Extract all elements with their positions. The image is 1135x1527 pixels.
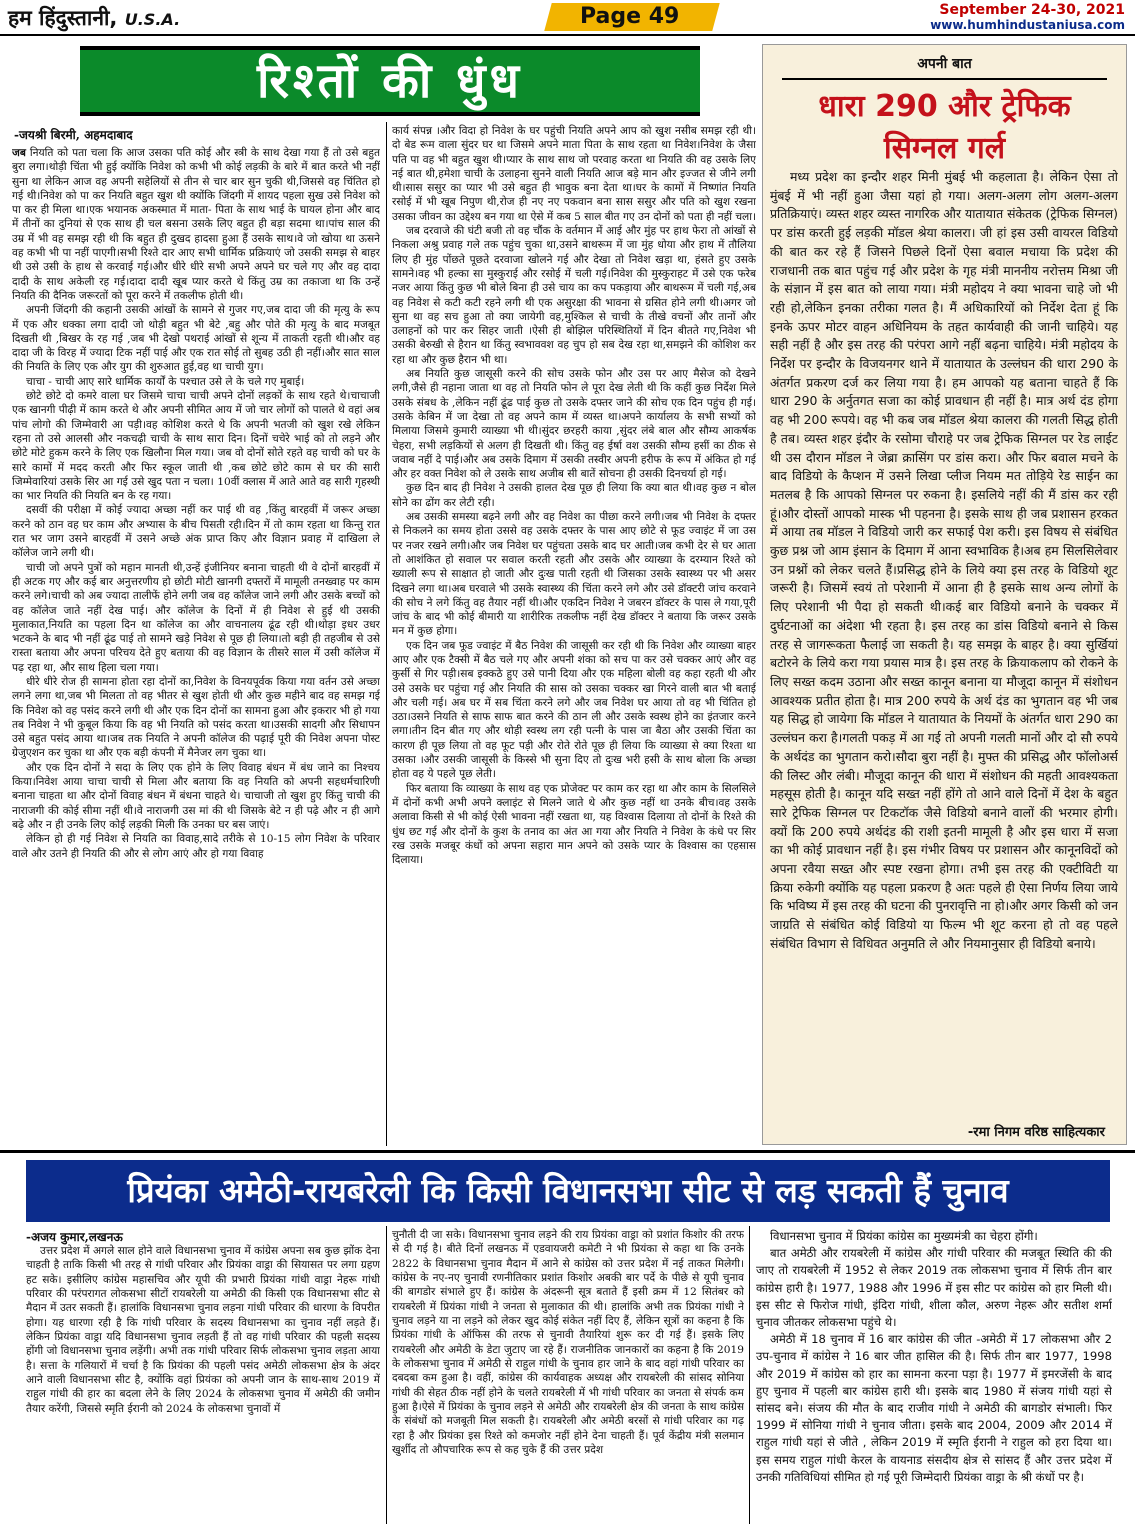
masthead (8, 4, 180, 32)
story1-column-1 (12, 146, 380, 1146)
masthead-title: हम हिंदुस्तानी, (8, 6, 118, 30)
story1-paragraph: अब उसकी समस्या बढ़ने लगी और वह निवेश का पीछा करने लगी।जब भी निवेश के दफ्तर से निकलने का समय होता उससे वह उसके दफ्तर के पास आए छोटे से फूड ज्वाइंट में जा उस पर नजर रखने लगी।और जब निवेश घर पहुंचता उसके बाद घर आती।जब कभी देर से घर आता तो आशंकित हो सवाल पर सवाल करती रहती और उसके और व्याख्या के दरम्यान रिश्ते को ख्याली रूप से साक्षात हो जाती और दुःख पाती रहती थी जिसका उसके स्वास्थ्य पर भी असर दिखने लगा था।अब घरवाले भी उसके स्वास्थ्य की चिंता करने लगे और उसे डॉक्टरी जांच करवाने की सोच ने लगे किंतु वह तैयार नहीं थी।और एकदिन निवेश ने जबरन डॉक्टर के पास ले गया,पूरी जांच के बाद भी कोई बीमारी या शारीरिक तकलीफ नहीं देख डॉक्टर ने बताया कि जरूर उसके मन में कुछ होगा। (392, 511, 756, 638)
story1-byline: -जयश्री बिरमी, अहमदाबाद (14, 128, 133, 142)
story1-title: रिश्तों की धुंध (256, 53, 523, 109)
story2-title: प्रियंका अमेठी-रायबरेली कि किसी विधानसभा सीट से लड़ सकती हैं चुनाव (127, 1171, 1009, 1210)
column-divider (386, 122, 387, 1146)
story1-paragraph: दसवीं की परीक्षा में कोई ज्यादा अच्छा नहीं कर पाई थी वह ,किंतु बारहवीं में जरूर अच्छा करने को ठान वह घर काम और अभ्यास के बीच पिसती रही।दिन में तो काम रहता था किन्तु रात रात भर जाग उसने बारहवीं में उसने अच्छे अंक प्राप्त किए और विज्ञान प्रवाह में दाखिला ले कॉलेज जाने लगी थी। (12, 504, 380, 560)
story1-paragraph: जब नियति को पता चला कि आज उसका पति कोई और स्त्री के साथ देखा गया हैं तो उसे बहुत बुरा लगा।थोड़ी चिंता भी हुई क्योंकि निवेश को कभी भी कोई लड़की के बारे में बात करते भी नहीं सुना था लेकिन आज वह अपनी सहेलियों से तीन से चार बार सुन चुकी थी,जिससे वह चिंतित हो गई थी।निवेश को पा कर नियति बहुत खुश थी क्योंकि जिंदगी में शायद पहला सुख उसे निवेश को पा कर ही मिला था।एक भयानक अकस्मात में माता- पिता के साथ भाई के घायल होना और बाद में तीनों का दुनियां से एक साथ ही चल बसना उसके लिए बहुत ही बड़ा सदमा था।पांच साल की उम्र में भी वह समझ रही थी कि बहुत ही दुखद हादसा हुआ हैं उसके साथ।वे जो खोया था ऊसने वह कभी भी पा नहीं पाएगी।सभी रिश्ते दार आए सभी धार्मिक प्रक्रियाएं जो उसकी समझ से बाहर थी उसे उसी के हाथ से करवाई गई।और धीरे धीरे सभी अपने अपने घर चले गए और वह दादा दादी के साथ अकेली रह गई।दादा दादी खूब प्यार करते थे किंतु उम्र का तकाजा था कि उन्हें नियति की दैनिक जरूरतों को पूरा करने में तकलीफ होती थी। (12, 147, 380, 302)
story2-column-3 (756, 1228, 1112, 1524)
story1-paragraph: चाची जो अपने पुत्रों को महान मानती थी,उन्हें इंजीनियर बनाना चाहती थी वे दोनों बारहवीं में ही अटक गए और कई बार अनुत्तरणीय हो छोटी मोटी खानगी दफ्तरों में मामूली तनख्वाह पर काम करने लगे।चाची को अब ज्यादा तालीफें होने लगी जब वह कॉलेज जाने लगी और उसके बच्चों को वह कॉलेज जाते नहीं देख पाई। और कॉलेज के दिनों में ही निवेश से हुई थी उसकी मुलाकात,नियति का पहला दिन था कॉलेज का और वाचनालय ढूंढ रही थी।थोड़ा इधर उधर भटकने के बाद भी नहीं ढूंढ पाई तो सामने खड़े निवेश से पूछ ही लिया।तो बड़ी ही तहजीब से उसे रास्ता बताया और अपना परिचय देते हुए बताया की वह विज्ञान के तीसरे साल में उसी कॉलेज में पढ़ रहा था, और साथ हिला चला गया। (12, 561, 380, 674)
story2-column-2 (392, 1228, 744, 1524)
sidebar-kicker: अपनी बात (917, 56, 972, 72)
story1-paragraph: छोटे छोटे दो कमरे वाला घर जिसमे चाचा चाची अपने दोनों लड़कों के साथ रहते थे।चाचाजी एक खानगी पीढ़ी में काम करते थे और अपनी सीमित आय में जो चार लोगों को पालते थे वहां अब पांच लोगो की जिम्मेवारी आ पड़ी।वह कोशिश करते थे कि अपनी भतजी को खुश रखे लेकिन रहना तो उसे आलसी और नकचढ़ी चाची के साथ सारा दिन। दिनों चचेरे भाई को तो लड़ने और छोटे मोटे हुकम करने के लिए एक खिलौना मिल गया। जब वो दोनों सोते रहते वह चाची को घर के सारे कामों में मदद करती और फिर स्कूल जाती थी ,कब छोटे छोटे काम से घर की सारी जिम्मेवारियां उसके सिर आ गई उसे खुद पता न चला। 10वीं क्लास में आते आते वह सारी गृहस्थी का भार नियति की नियति बन के रह गया। (12, 390, 380, 503)
story1-paragraph: धीरे धीरे रोज ही सामना होता रहा दोनों का,निवेश के विनयपूर्वक किया गया वर्तन उसे अच्छा लगने लगा था,जब भी मिलता तो वह भीतर से खुश होती थी और कुछ महीने बाद वह समझ गई कि निवेश को वह पसंद करने लगी थी और एक दिन दोनों का सामना हुआ और इकरार भी हो गया तब निवेश ने भी कुबूल किया कि वह भी नियति को पसंद करता था।उसकी सादगी और सिधापन उसे बहुत पसंद आया था।जब तक नियति ने अपनी कॉलेज की पढ़ाई पूरी की निवेश अपना पोस्ट ग्रेजुएशन कर चुका था और एक बड़ी कंपनी में मैनेजर लग चुका था। (12, 675, 380, 760)
page-number: Page 49 (580, 4, 680, 29)
story2-paragraph: अमेठी में 18 चुनाव में 16 बार कांग्रेस की जीत -अमेठी में 17 लोकसभा और 2 उप-चुनाव में कांग्रेस ने 16 बार जीत हासिल की है। सिर्फ तीन बार 1977, 1998 और 2019 में कांग्रेस को हार का सामना करना पड़ा है। 1977 में इमरजेंसी के बाद हुए चुनाव में पहली बार कांग्रेस हारी थी। इसके बाद 1980 में संजय गांधी यहां से सांसद बने। संजय की मौत के बाद राजीव गांधी ने अमेठी की बागडोर संभाली। फिर 1999 में सोनिया गांधी ने चुनाव जीता। इसके बाद 2004, 2009 और 2014 में राहुल गांधी यहां से जीते , लेकिन 2019 में स्मृति ईरानी ने राहुल को हरा दिया था। इस समय राहुल गांधी केरल के वायनाड संसदीय क्षेत्र से सांसद हैं और उत्तर प्रदेश में उनकी गतिविधियां सीमित हो गई पूरी जिम्मेदारी प्रियंका वाड्रा के श्री कंधों पर है। (756, 1332, 1112, 1484)
story1-paragraph: कुछ दिन बाद ही निवेश ने उसकी हालत देख पूछ ही लिया कि क्या बात थी।वह कुछ न बोल सोने का ढोंग कर लेटी रही। (392, 482, 756, 509)
website-url: www.humhindustaniusa.com (930, 18, 1125, 32)
sidebar-kicker-rule (782, 78, 1107, 80)
column-divider (386, 1226, 387, 1524)
story2-title-banner (26, 1160, 1110, 1222)
story2-paragraph: उत्तर प्रदेश में अगले साल होने वाले विधानसभा चुनाव में कांग्रेस अपना सब कुछ झोंक देना चाहती है ताकि किसी भी तरह से गांधी परिवार और प्रियंका वाड्रा की सियासत पर लगा ग्रहण हट सके। इसीलिए कांग्रेस महासचिव और यूपी की प्रभारी प्रियंका गांधी वाड्रा नेहरू गांधी परिवार की परंपरागत लोकसभा सीटों रायबरेली या अमेठी की किसी एक विधानसभा सीट से मैदान में उतर सकती हैं। हालांकि विधानसभा चुनाव लड़ना गांधी परिवार की धारणा के विपरीत होगा। यह धारणा रही है कि गांधी परिवार के सदस्य विधानसभा का चुनाव नहीं लड़ते हैं। लेकिन प्रियंका वाड्रा यदि विधानसभा चुनाव लड़ती हैं तो वह गांधी परिवार की पहली सदस्य होंगी जो विधानसभा चुनाव लड़ेंगी। अभी तक गांधी परिवार सिर्फ लोकसभा चुनाव लड़ता आया है। सत्ता के गलियारों में चर्चा है कि प्रियंका की पहली पसंद अमेठी लोकसभा क्षेत्र के अंदर आने वाली विधानसभा सीट है, क्योंकि वहां प्रियंका को अपनी जान के साथ-साथ 2019 में राहुल गांधी की हार का बदला लेने के लिए 2024 के लोकसभा चुनाव में अमेठी की जमीन तैयार करेंगी, जिससे स्मृति ईरानी को 2024 के लोकसभा चुनावों में (26, 1245, 380, 1415)
story2-paragraph: विधानसभा चुनाव में प्रियंका कांग्रेस का मुख्यमंत्री का चेहरा होंगी। (770, 1229, 1038, 1243)
story1-column-2 (392, 124, 756, 1146)
story1-paragraph: अपनी जिंदगी की कहानी उसकी आंखों के सामने से गुजर गए,जब दादा जी की मृत्यु के रूप में एक और धक्का लगा दादी जो थोड़ी बहुत भी बेटे ,बहु और पोते की मृत्यु के बाद मजबूत दिखती थी ,बिखर के रह गई ,जब भी देखो पथराई आंखों से शून्य में ताकती रहती थी।और वह दादा जी के विरह में ज्यादा टिक नहीं पाई और एक रात सोई तो सुबह उठी ही नहीं।और सात साल की नियति के लिए एक और युग की शुरुआत हुई,वह था चाची युग। (12, 304, 380, 374)
story1-paragraph: फिर बताया कि व्याख्या के साथ वह एक प्रोजेक्ट पर काम कर रहा था और काम के सिलसिले में दोनों कभी अभी अपने क्लाइंट से मिलने जाते थे और कुछ नहीं था उनके बीच।वह उसके अलावा किसी से भी कोई ऐसी भावना नहीं रखता था, यह विश्वास दिलाया तो दोनों के रिश्ते की धुंध छट गई और दोनों के कुश के तनाव का अंत आ गया और नियति ने निवेश के कंधे पर सिर रख उसके मजबूर कंधों को अपना सहारा मान अपने को उसके प्यार के विश्वास का एहसास दिलाया। (392, 782, 756, 867)
story2-byline: -अजय कुमार,लखनऊ (26, 1230, 123, 1244)
story2-column-1 (26, 1244, 380, 1524)
masthead-suffix: U.S.A. (124, 10, 181, 29)
story1-paragraph: अब नियति कुछ जासूसी करने की सोच उसके फोन और उस पर आए मैसेज को देखने लगी,जैसे ही नहाना जाता था वह तो नियति फोन ले पूरा देख लेती थी कि कहीं कुछ निर्देश मिले उसके संबध के ,लेकिन नहीं ढूंढ पाई कुछ तो उसके दफ्तर जाने की सोच एक दिन पहुंच ही गई।उसके केबिन में जा देखा तो वह अपने काम में व्यस्त था।अपने कार्यालय के सभी सभ्यों को मिलाया जिसमे कुमारी व्याख्या भी थी।सुंदर छरहरी काया ,सुंदर लंबे बाल और सौम्य आकर्षक चेहरा, सभी लड़कियों से अलग ही दिखती थी। किंतु वह ईर्षा वश उसकी सौम्य हसीं का ठीक से जवाब नहीं दे पाई।और अब उसके दिमाग में उसकी तस्वीर अपनी हरीफ के रूप में अंकित हो गई और हर वक्त निवेश को ले उसके साथ अजीब सी बातें सोचना ही उसकी दिनचर्या हो गई। (392, 368, 756, 481)
sidebar-body (770, 168, 1118, 1118)
story1-paragraph: एक दिन जब फूड ज्वाइंट में बैठ निवेश की जासूसी कर रही थी कि निवेश और व्याख्या बाहर आए और एक टैक्सी में बैठ चले गए और अपनी शंका को सच पा कर उसे चक्कर आएं और वह कुर्सी से गिर पड़ी।सब इक्कठे हुए उसे पानी दिया और एक महिला बोली वह कहा रहती थी और उसे उसके घर पहुंचा गई और नियति की सास को उसका चक्कर खा गिरने वाली बात भी बताई और चली गई। अब घर में सब चिंता करने लगे और जब निवेश घर आया तो वह भी चिंतित हो उठा।उसने नियति से साफ साफ बात करने की ठान ली और उसके स्वस्थ होने का इंतजार करने लगा।तीन दिन बीत गए और थोड़ी स्वस्थ लग रही पत्नी के पास जा बैठा और उसकी चिंता का कारण ही पूछ लिया तो वह फूट पड़ी और रोते रोते पूछ ही लिया कि व्याख्या से क्या रिश्ता था उसका ।और उसकी जासूसी के किस्से भी सुना दिए तो दुःख भरी हसी के साथ बोला कि अच्छा होता वह ये पहले पूछ लेती। (392, 639, 756, 781)
story1-paragraph: और एक दिन दोनों ने सदा के लिए एक होने के लिए विवाह बंधन में बंध जाने का निश्चय किया।निवेश आया चाचा चाची से मिला और बताया कि वह नियति को अपनी सहधर्मचारिणी बनाना चाहता था और दोनों विवाह बंधन में बंधना चाहते थे। चाचाजी तो खुश हुए किंतु चाची की नाराजगी की कोई सीमा नहीं थी।वे नाराजगी उस मां की थी जिसके बेटे न ही पढ़े और न ही आगे बढ़े और न ही उनके लिए कोई लड़की मिली कि उनका घर बस जाएं। (12, 761, 380, 831)
story1-paragraph: जब दरवाजे की घंटी बजी तो वह चौंक के वर्तमान में आई और मुंह पर हाथ फेरा तो आंखों से निकला अश्रु प्रवाह गले तक पहुंच चुका था,उसने बाथरूम में जा मुंह धोया और हाथ में तौलिया लिए ही मुंह पोंछते पूछते दरवाजा खोलने गई और देखा तो निवेश खड़ा था, हंसते हुए उसके सामने।वह भी हल्का सा मुस्कुराई और रसोई में चली गई।निवेश की मुस्कुराहट में उसे एक फरेब नजर आया किंतु कुछ भी बोले बिना ही उसे चाय का कप पकड़ाया और बाथरूम में चली गई,अब वह निवेश से कटी कटी रहने लगी थी एक असुरक्षा की भावना से ग्रसित होने लगी थी।अगर जो सुना था वह सच हुआ तो क्या जायेगी वह,मुश्किल से चाची के तीखे वचनों और तानों और उलाहनों को पार कर सिहर जाती ।ऐसी ही बोझिल परिस्थितियों में दिन बीतते गए,निवेश भी उसकी बेरुखी से हैरान था किंतु स्वभाववश वह चुप हो सब देख रहा था,समझने की कोशिश कर रहा था और कुछ हैरान भी था। (392, 225, 756, 366)
story2-paragraph: बात अमेठी और रायबरेली में कांग्रेस और गांधी परिवार की मजबूत स्थिति की की जाए तो रायबरेली में 1952 से लेकर 2019 तक लोकसभा चुनाव में सिर्फ तीन बार कांग्रेस हारी है। 1977, 1988 और 1996 में इस सीट पर कांग्रेस को हार मिली थी। इस सीट से फिरोज गांधी, इंदिरा गांधी, शीला कौल, अरुण नेहरू और सतीश शर्मा चुनाव जीतकर लोकसभा पहुंचे थे। (756, 1246, 1112, 1330)
story1-paragraph: लेकिन हो ही गई निवेश से नियति का विवाह,सादे तरीके से 10-15 लोग निवेश के परिवार वाले और उतने ही नियति की और से लोग आएं और हो गया विवाह (12, 833, 380, 860)
issue-date: September 24-30, 2021 (939, 2, 1125, 18)
story2-paragraph: चुनौती दी जा सके। विधानसभा चुनाव लड़ने की राय प्रियंका वाड्रा को प्रशांत किशोर की तरफ से दी गई है। बीते दिनों लखनऊ में एडवायजरी कमेटी ने भी प्रियंका से कहा था कि उनके 2822 के विधानसभा चुनाव मैदान में आने से कांग्रेस को उत्तर प्रदेश में नई ताकत मिलेगी। कांग्रेस के नए-नए चुनावी रणनीतिकार प्रशांत किशोर अबकी बार पर्दे के पीछे से यूपी चुनाव की बागडोर संभाले हुए हैं। कांग्रेस के अंदरूनी सूत्र बताते हैं इसी क्रम में 12 सितंबर को रायबरेली में प्रियंका गांधी ने जनता से मुलाकात की थी। हालांकि अभी तक प्रियंका गांधी ने चुनाव लड़ने या ना लड़ने को लेकर खुद कोई संकेत नहीं दिए हैं, लेकिन सूत्रों का कहना है कि प्रियंका गांधी के ऑफिस की तरफ से चुनावी तैयारियां शुरू कर दी गई हैं। इसके लिए रायबरेली और अमेठी के डेटा जुटाए जा रहे हैं। राजनीतिक जानकारों का कहना है कि 2019 के लोकसभा चुनाव में अमेठी से राहुल गांधी के चुनाव हार जाने के बाद वहां गांधी परिवार का दबदबा कम हुआ है। वहीं, कांग्रेस की कार्यवाहक अध्यक्ष और रायबरेली की सांसद सोनिया गांधी की सेहत ठीक नहीं होने के चलते रायबरेली में भी गांधी परिवार का जनता से संपर्क कम हुआ है।ऐसे में प्रियंका के चुनाव लड़ने से अमेठी और रायबरेली क्षेत्र की जनता के साथ कांग्रेस के संबंधों को मजबूती मिल सकती है। रायबरेली और अमेठी बरसों से गांधी परिवार का गढ़ रहा है और प्रियंका इस रिश्ते को कमजोर नहीं होने देना चाहती हैं। पूर्व केंद्रीय मंत्री सलमान खुर्शीद तो औपचारिक रूप से कह चुके हैं की उत्तर प्रदेश (392, 1229, 744, 1457)
sidebar-paragraph: मध्य प्रदेश का इन्दौर शहर मिनी मुंबई भी कहलाता है। लेकिन ऐसा तो मुंबई में भी नहीं हुआ जैसा यहां हो गया। अलग-अलग लोग अलग-अलग प्रतिक्रियाएं। व्यस्त शहर व्यस्त नागरिक और यातायात संकेतक (ट्रेफिक सिग्नल) पर डांस करती हुई लड़की मॉडल श्रेया कालरा। जी हां इस उसी वायरल विडियो की बात कर रहे हैं जिसने पिछले दिनों ऐसा बवाल मचाया कि प्रदेश की राजधानी तक बात पहुंच गई और प्रदेश के गृह मंत्री माननीय नरोत्तम मिश्रा जी के संज्ञान में इस बात को लाया गया। मंत्री महोदय ने क्या भावना चाहे जो भी रही हो,लेकिन इनका तरीका गलत है। मैं अधिकारियों को निर्देश देता हूं कि इनके ऊपर मोटर वाहन अधिनियम के तहत कार्यवाही की जानी चाहिये। यह सही नहीं है और इस तरह की परंपरा आगे नहीं बढ़ना चाहिये। मंत्री महोदय के निर्देश पर इन्दौर के विजयनगर थाने में यातायात के उल्लंघन की धारा 290 के अंतर्गत प्रकरण दर्ज कर लिया गया है। हम आपको यह बताना चाहते हैं कि धारा 290 के अर्नुतगत सजा का कोई प्रावधान ही नहीं है। मात्र अर्थ दंड होगा वह भी 200 रूपये। वह भी कब जब मॉडल श्रेया कालरा की गलती सिद्ध होती है तब। व्यस्त शहर इंदौर के रसोमा चौराहे पर जब ट्रेफिक सिग्नल पर रेड लाईट थी उस दौरान मॉडल ने जेब्रा क्रासिंग पर डांस करा। और फिर बवाल मचने के बाद विडियो के कैप्शन में उसने लिखा प्लीज नियम मत तोड़िये रेड साईन का मतलब है कि आपको सिग्नल पर रुकना है। इसलिये नहीं की मैं डांस कर रही हूं।और दोस्तों आपको मास्क भी पहनना है। इसके साथ ही जब प्रशासन हरकत में आया तब मॉडल ने विडियो जारी कर सफाई पेश करी। इस विषय से संबंधित कुछ प्रश्न जो आम इंसान के दिमाग में आना स्वभाविक है।अब हम सिलसिलेवार उन प्रश्नों को लेकर चलते हैं।प्रसिद्ध होने के लिये क्या इस तरह के विडियो शूट जरूरी है। जिसमें स्वयं तो परेशानी में आना ही है इसके साथ अन्य लोगों के लिए परेशानी भी पैदा हो सकती थी।कई बार विडियो बनाने के चक्कर में दुर्घटनाओं का अंदेशा भी रहता है। इस तरह का डांस विडियो बनाने से किस तरह से जागरूकता फैलाई जा सकती है। यह समझ के बाहर है। क्या सुर्खियां बटोरने के लिये करा गया प्रयास मात्र है। इस तरह के क्रियाकलाप को रोकने के लिए सख्त कदम उठाना और सख्त कानून बनाना या मौजूदा कानून में संशोधन आवश्यक प्रतीत होता है। मात्र 200 रुपये के अर्थ दंड का भुगतान वह भी जब यह सिद्ध हो जायेगा कि मॉडल ने यातायात के नियमों के अंतर्गत धारा 290 का उल्लंघन करा है।गलती पकड़ में आ गई तो अपनी गलती मानों और दो सौ रुपये के अर्थदंड का भुगतान करो।सौदा बुरा नहीं है। मुफ्त की प्रसिद्ध और फॉलोअर्स की लिस्ट और लंबी। मौजूदा कानून की धारा में संशोधन की महती आवश्यकता महसूस होती है। कानून यदि सख्त नहीं होंगे तो आने वाले दिनों में देश के बहुत सारे ट्रेफिक सिग्नल पर टिकटॉक जैसे विडियो बनाने वालों की भरमार होगी। क्यों कि 200 रुपये अर्थदंड की राशी इतनी मामूली है और इस धारा में सजा का भी कोई प्रावधान नहीं है। इस गंभीर विषय पर प्रशासन और कानूनविदों को अपना रवैया सख्त और स्पष्ट रखना होगा। तभी इस तरह की एक्टीविटी या क्रिया रुकेगी क्योंकि यह पहला प्रकरण है अतः पहले ही ऐसा निर्णय लिया जाये कि भविष्य में इस तरह की घटना की पुनरावृत्ति ना हो।और अगर किसी को जन जाग्रति से संबंधित कोई विडियो या फिल्म भी शूट करना हो तो वह पहले संबंधित विभाग से विधिवत अनुमति ले और नियमानुसार ही विडियो बनाये। (770, 169, 1118, 951)
sidebar-title-line-1: धारा 290 और ट्रेफिक (818, 89, 1071, 124)
section-divider (0, 1150, 1135, 1153)
column-divider (749, 1226, 750, 1524)
story1-paragraph: चाचा - चाची आए सारे धार्मिक कार्यों के पश्चात उसे ले के चले गए मुबाई। (26, 375, 305, 388)
story1-paragraph: कार्य संपन्न ।और विदा हो निवेश के घर पहुंची नियति अपने आप को खुश नसीब समझ रही थी।दो बेड रूम वाला सुंदर घर था जिसमे अपने माता पिता के साथ रहता था निवेश।निवेश के जैसा पति पा वह भी बहुत खुश थी।प्यार के साथ साथ जो परवाह करता था नियति की वह उसके लिए नई बात थी,हमेशा चाची के उलाहना सुनने वाली नियति आज बड़े मान और इज्जत से जीने लगी थी।सास ससुर का प्यार भी उसे बहुत ही भावुक बना देता था।घर के कामों में निष्णांत नियति रसोई में भी खूब निपुण थी,रोज ही नए नए पकवान बना सास ससुर और पति को खुश रखना उसका जीवन का उद्देश्य बन गया था ऐसे में कब 5 साल बीत गए उन दोनों को पता ही नहीं चला। (392, 125, 756, 223)
sidebar-signature: -रमा निगम वरिष्ठ साहित्यकार (967, 1125, 1105, 1140)
story1-title-banner (80, 46, 700, 116)
sidebar-title-line-2: सिग्नल गर्ल (883, 131, 1006, 166)
